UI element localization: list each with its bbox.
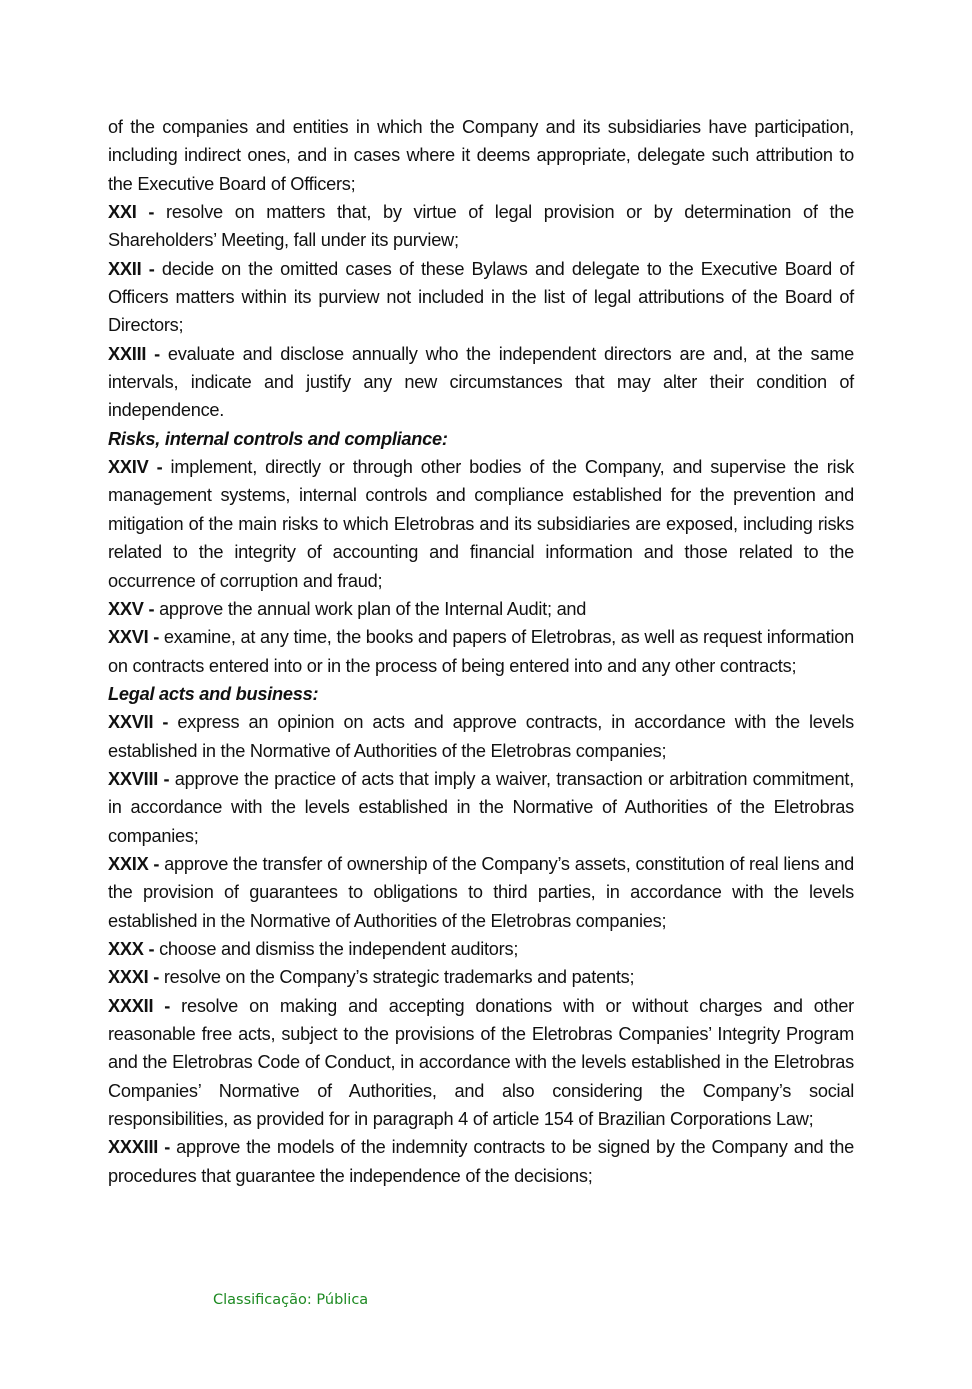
continuation-paragraph: of the companies and entities in which the Company and its subsidiaries have participation, including indirect ones, and in cases where it deems appropriate, delegate such attribution to the Executive Board of Officers; — [108, 117, 854, 194]
item-xxxii — [108, 992, 854, 1134]
classification-label: Classificação: Pública — [213, 1292, 369, 1308]
item-xxvi — [108, 623, 854, 680]
item-number: XXIV - — [108, 457, 171, 478]
section-heading-legal: Legal acts and business: — [108, 683, 319, 704]
item-xxx — [108, 935, 854, 963]
item-xxv — [108, 595, 854, 623]
item-number: XXV - — [108, 598, 160, 619]
item-xxii — [108, 255, 854, 340]
item-number: XXXI - — [108, 967, 164, 988]
section-heading-risks: Risks, internal controls and compliance: — [108, 428, 448, 449]
item-text: resolve on the Company’s strategic trademarks and patents; — [163, 967, 635, 988]
item-xxxi — [108, 963, 854, 991]
item-text: examine, at any time, the books and papers of Eletrobras, as well as request information on contracts entered into or in the process of being entered into and any other contracts; — [108, 627, 855, 676]
item-text: resolve on making and accepting donations with or without charges and other reasonable free acts, subject to the provisions of the Eletrobras Companies’ Integrity Program and the Eletrobras Code of Conduct, in accordance with the levels established in the Eletrobras Companies’ Normative of Authorities, and also considering the Company’s social responsibilities, as provided for in paragraph 4 of article 154 of Brazilian Corporations Law; — [108, 995, 854, 1130]
item-number: XXVII - — [108, 712, 178, 733]
item-text: evaluate and disclose annually who the independent directors are and, at the same intervals, indicate and justify any new circumstances that may alter their condition of independence. — [108, 343, 854, 421]
item-xxviii — [108, 765, 854, 850]
item-number: XXIX - — [108, 853, 165, 874]
item-text: decide on the omitted cases of these Bylaws and delegate to the Executive Board of Officers matters within its purview not included in the list of legal attributions of the Board of Directors; — [108, 258, 855, 336]
item-text: approve the transfer of ownership of the Company’s assets, constitution of real liens and the provision of guarantees to obligations to third parties, in accordance with the levels established in the Normative of Authorities of the Eletrobras companies; — [108, 853, 855, 931]
item-text: resolve on matters that, by virtue of legal provision or by determination of the Shareholders’ Meeting, fall under its purview; — [108, 202, 854, 251]
item-text: approve the practice of acts that imply a waiver, transaction or arbitration commitment, in accordance with the levels established in the Normative of Authorities of the Eletrobras companies; — [108, 768, 854, 846]
item-text: approve the annual work plan of the Internal Audit; and — [159, 598, 587, 619]
item-xxix — [108, 850, 854, 935]
item-text: implement, directly or through other bodies of the Company, and supervise the risk management systems, internal controls and compliance established for the prevention and mitigation of the main risks to which Eletrobras and its subsidiaries are exposed, including risks related to the integrity of accounting and financial information and those related to the occurrence of corruption and fraud; — [108, 457, 855, 591]
item-number: XXVI - — [108, 627, 164, 648]
item-xxiii — [108, 340, 854, 425]
item-number: XXX - — [108, 938, 160, 959]
item-xxi — [108, 198, 854, 255]
item-xxiv — [108, 453, 854, 595]
item-number: XXII - — [108, 258, 162, 279]
item-number: XXXII - — [108, 995, 182, 1016]
item-number: XXXIII - — [108, 1137, 177, 1158]
item-number: XXI - — [108, 202, 167, 223]
item-text: express an opinion on acts and approve contracts, in accordance with the levels established in the Normative of Authorities of the Eletrobras companies; — [108, 712, 854, 761]
item-number: XXVIII - — [108, 768, 175, 789]
item-text: approve the models of the indemnity contracts to be signed by the Company and the procedures that guarantee the independence of the decisions; — [108, 1137, 854, 1186]
item-xxxiii — [108, 1133, 854, 1190]
item-text: choose and dismiss the independent auditors; — [159, 938, 519, 959]
document-body — [108, 113, 854, 1190]
item-xxvii — [108, 708, 854, 765]
item-number: XXIII - — [108, 343, 168, 364]
